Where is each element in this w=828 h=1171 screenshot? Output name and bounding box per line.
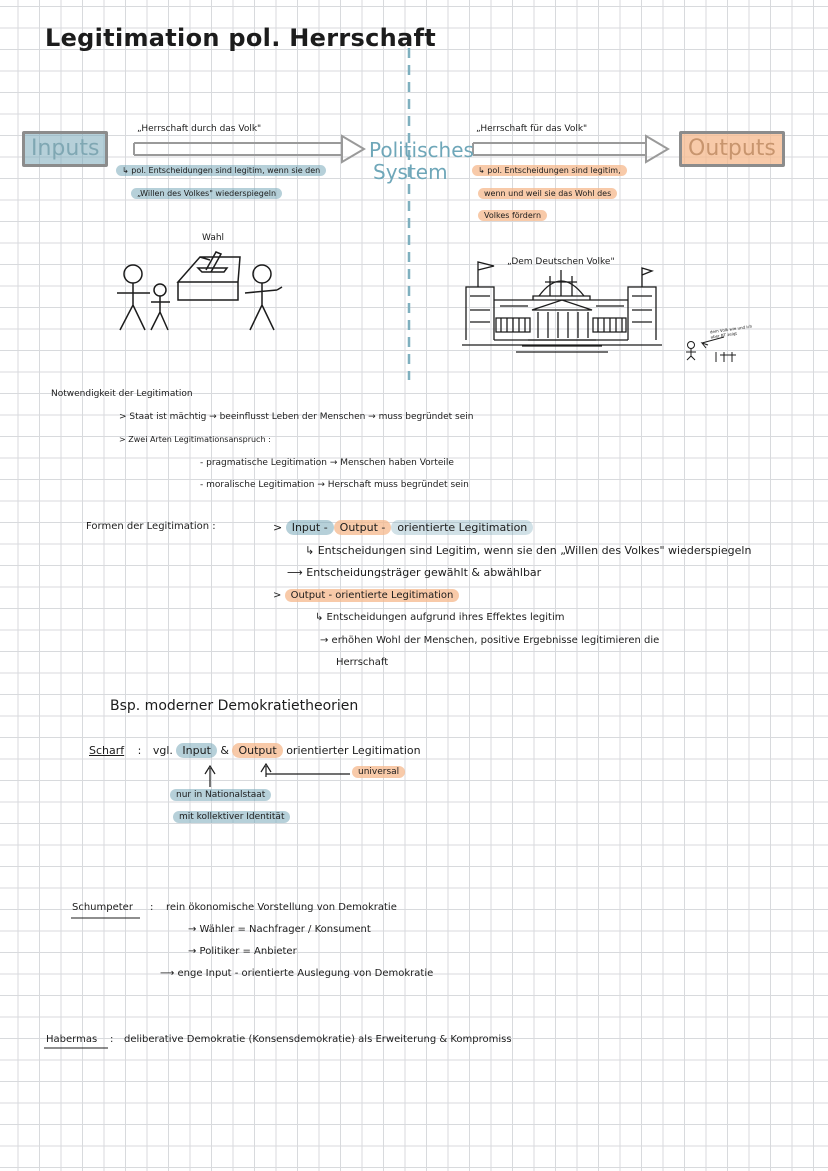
scharpf-name: Scharf: [89, 744, 125, 757]
io-line-1: ↳ Entscheidungen sind Legitim, wenn sie den „Willen des Volkes" wiederspiegeln: [305, 544, 752, 557]
reichstag-inscription: „Dem Deutschen Volke": [507, 257, 615, 267]
out-prefix: >: [273, 590, 282, 601]
scharpf-colon: :: [137, 744, 142, 757]
output-desc-3-text: Volkes fördern: [478, 210, 547, 221]
universal-text: universal: [352, 766, 405, 778]
out-legitimation: [273, 590, 459, 601]
output-desc-2-text: wenn und weil sie das Wohl des: [478, 188, 617, 199]
formen-heading: Formen der Legitimation :: [86, 521, 216, 532]
input-desc-1: [116, 166, 326, 175]
input-arrow: [134, 136, 364, 162]
out-line-1: ↳ Entscheidungen aufgrund ihres Effektes legitim: [315, 612, 565, 623]
page-title: Legitimation pol. Herrschaft: [45, 24, 437, 52]
notwendigkeit-line-1: > Staat ist mächtig → beeinflusst Leben der Menschen → muss begründet sein: [119, 412, 474, 422]
scharpf-output: Output: [232, 743, 282, 758]
scharpf-input: Input: [176, 743, 216, 758]
input-desc-2: [131, 189, 282, 198]
schumpeter-line-2: → Politiker = Anbieter: [188, 946, 297, 957]
io-output: Output -: [334, 520, 392, 535]
output-desc-2: [478, 189, 617, 198]
outputs-box: Outputs: [679, 131, 785, 167]
bsp-heading: Bsp. moderner Demokratietheorien: [110, 698, 359, 714]
small-note: dem Volk wie und ich aber BT zeigt: [709, 323, 753, 340]
notwendigkeit-heading: Notwendigkeit der Legitimation: [51, 389, 193, 399]
output-desc-1: [472, 166, 627, 175]
scharpf-vgl: vgl.: [152, 744, 173, 757]
schumpeter-colon: :: [150, 902, 154, 913]
output-quote: „Herrschaft für das Volk": [476, 124, 588, 134]
underlines: [44, 918, 140, 1048]
voters-sketch: [117, 252, 282, 330]
notwendigkeit-line-2: > Zwei Arten Legitimationsanspruch :: [119, 435, 271, 444]
schumpeter-name: Schumpeter: [72, 902, 133, 913]
identitaet-note: [173, 812, 290, 822]
universal-note: [352, 767, 405, 777]
nationalstaat-text: nur in Nationalstaat: [170, 789, 271, 801]
io-prefix: >: [273, 521, 283, 534]
notwendigkeit-line-3: - pragmatische Legitimation → Menschen haben Vorteile: [200, 458, 454, 468]
output-desc-1-text: ↳ pol. Entscheidungen sind legitim,: [472, 165, 627, 176]
political-system-label-2: System: [373, 160, 448, 184]
input-desc-1-text: ↳ pol. Entscheidungen sind legitim, wenn sie den: [116, 165, 326, 176]
scharpf-arrows: [205, 764, 350, 787]
io-input: Input -: [286, 520, 334, 535]
scharpf-line: [89, 744, 421, 757]
political-system-label-1: Politisches: [369, 138, 474, 162]
notwendigkeit-line-4: - moralische Legitimation → Herschaft muss begründet sein: [200, 480, 469, 490]
schumpeter-line-1: → Wähler = Nachfrager / Konsument: [188, 924, 371, 935]
io-rest: orientierte Legitimation: [391, 520, 533, 535]
out-line-3: Herrschaft: [336, 657, 389, 668]
io-line-2: ⟶ Entscheidungsträger gewählt & abwählbar: [287, 566, 542, 579]
input-quote: „Herrschaft durch das Volk": [137, 124, 262, 134]
io-legitimation: [273, 521, 533, 534]
identitaet-text: mit kollektiver Identität: [173, 811, 290, 823]
inputs-box: Inputs: [22, 131, 108, 167]
reichstag-sketch: [462, 262, 662, 352]
habermas-text: deliberative Demokratie (Konsensdemokratie) als Erweiterung & Kompromiss: [124, 1034, 512, 1045]
habermas-colon: :: [110, 1034, 114, 1045]
habermas-name: Habermas: [46, 1034, 98, 1045]
nationalstaat-note: [170, 790, 271, 800]
scharpf-amp: &: [220, 744, 229, 757]
scharpf-rest: orientierter Legitimation: [286, 744, 421, 757]
output-arrow: [473, 136, 668, 162]
wahl-label: Wahl: [202, 233, 225, 243]
schumpeter-text: rein ökonomische Vorstellung von Demokratie: [166, 902, 397, 913]
out-label: Output - orientierte Legitimation: [285, 589, 460, 602]
small-figures-sketch: [686, 337, 736, 362]
schumpeter-line-3: ⟶ enge Input - orientierte Auslegung von Demokratie: [160, 968, 434, 979]
output-desc-3: [478, 211, 547, 220]
input-desc-2-text: „Willen des Volkes" wiederspiegeln: [131, 188, 282, 199]
out-line-2: → erhöhen Wohl der Menschen, positive Ergebnisse legitimieren die: [320, 635, 660, 646]
